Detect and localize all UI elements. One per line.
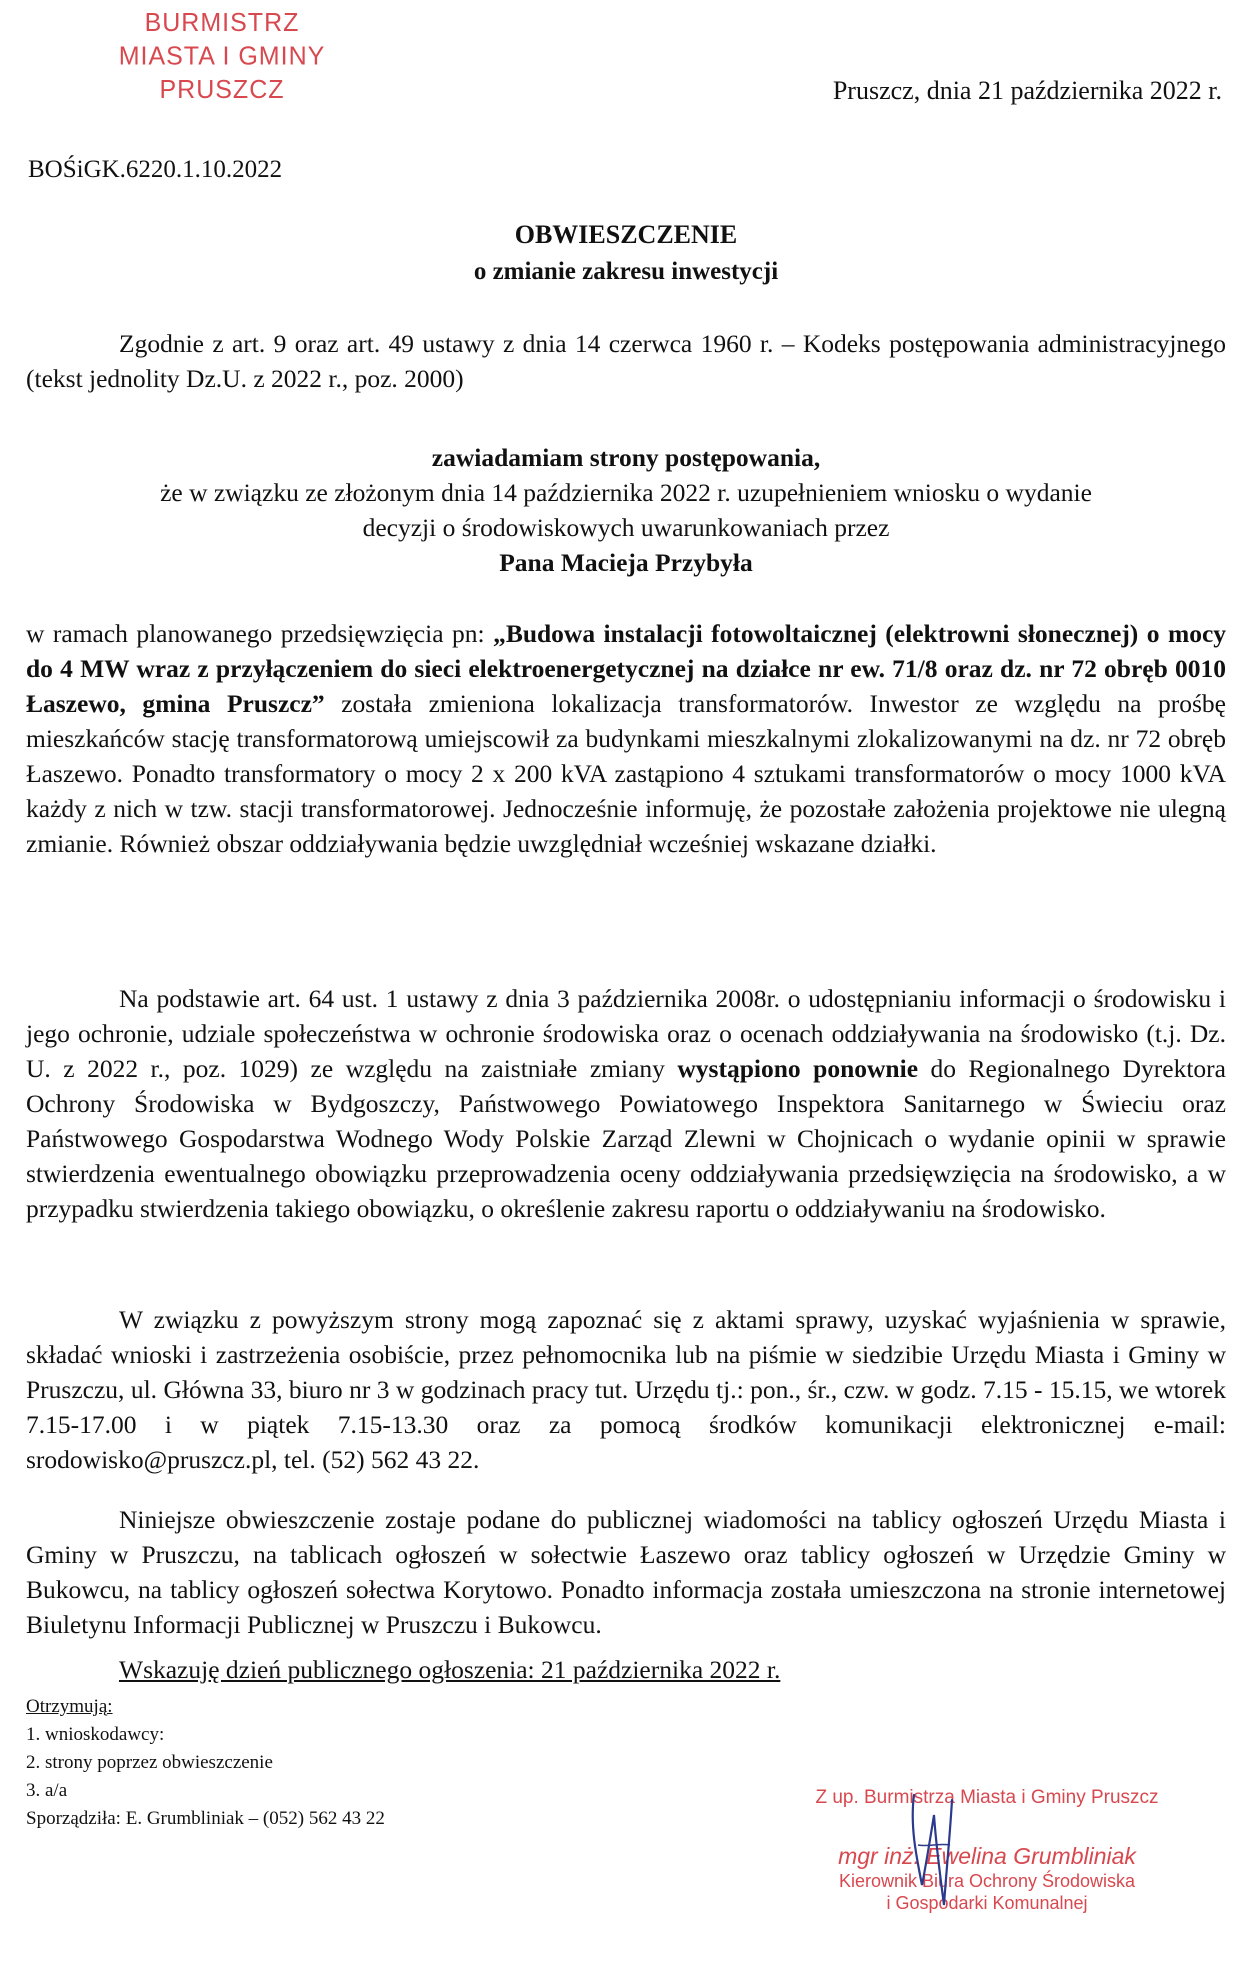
recipient-item: 2. strony poprzez obwieszczenie (26, 1752, 273, 1773)
stamp-line-1: BURMISTRZ (144, 7, 300, 38)
legal-pre: Na podstawie art. 64 ust. 1 ustawy z dnia 3 października 2008r. o udostępnianiu informacji o środowisku i jego ochronie, udziale społeczeństwa w ochronie środowiska oraz o ocenach oddziaływania na środowisko (t.j. Dz. U. z 2022 r., poz. 1029) ze względu na zaistniałe zmiany (26, 984, 1226, 1083)
place-date: Pruszcz, dnia 21 października 2022 r. (832, 76, 1222, 105)
recipients-block (26, 1693, 385, 1833)
prepared-by: Sporządziła: E. Grumbliniak – (052) 562 43 22 (26, 1808, 385, 1829)
publication-paragraph: Niniejsze obwieszczenie zostaje podane do publicznej wiadomości na tablicy ogłoszeń Urzędu Miasta i Gminy w Pruszczu, na tablicach ogłoszeń w sołectwie Łaszewo oraz tablicy ogłoszeń w Urzędzie Gminy w Bukowcu, na tablicy ogłoszeń sołectwa Korytowo. Ponadto informacja została umieszczona na stronie internetowej Biuletynu Informacji Publicznej w Pruszczu i Bukowcu. (26, 1505, 1226, 1639)
stamp-position: Kierownik Biura Ochrony Środowiska (838, 1871, 1136, 1891)
signature-stamp (752, 1784, 1222, 1914)
access-paragraph: W związku z powyższym strony mogą zapoznać się z aktami sprawy, uzyskać wyjaśnienia w sprawie, składać wnioski i zastrzeżenia osobiście, przez pełnomocnika lub na piśmie w siedzibie Urzędu Miasta i Gminy w Pruszczu, ul. Główna 33, biuro nr 3 w godzinach pracy tut. Urzędu tj.: pon., śr., czw. w godz. 7.15 - 15.15, we wtorek 7.15-17.00 i w piątek 7.15-13.30 oraz za pomocą środków komunikacji elektronicznej e-mail: srodowisko@pruszcz.pl, tel. (52) 562 43 22. (26, 1305, 1226, 1474)
legal-basis-paragraph (26, 981, 1226, 1226)
notify-line-3: decyzji o środowiskowych uwarunkowaniach przez (362, 513, 890, 542)
announcement-date: Wskazuję dzień publicznego ogłoszenia: 21 października 2022 r. (119, 1655, 781, 1684)
recipient-item: 1. wnioskodawcy: (26, 1724, 165, 1745)
investment-pre: w ramach planowanego przedsięwzięcia pn: (26, 619, 494, 648)
legal-bold: wystąpiono ponownie (677, 1054, 919, 1083)
recipients-heading: Otrzymują: (26, 1696, 113, 1717)
handwritten-signature (900, 1785, 960, 1915)
investment-name: „Budowa instalacji fotowoltaicznej (elektrowni słonecznej) o mocy do 4 MW wraz z przyłączeniem do sieci elektroenergetycznej na działce nr ew. 71/8 oraz dz. nr 72 obręb 0010 Łaszewo, gmina Pruszcz” (26, 619, 1227, 718)
stamp-signatory: mgr inż. Ewelina Grumbliniak (838, 1843, 1136, 1869)
legal-post: do Regionalnego Dyrektora Ochrony Środowiska w Bydgoszczy, Państwowego Powiatowego Inspektora Sanitarnego w Świeciu oraz Państwowego Gospodarstwa Wodnego Wody Polskie Zarząd Zlewni w Chojnicach o wydanie opinii w sprawie stwierdzenia ewentualnego obowiązku przeprowadzenia oceny oddziaływania przedsięwzięcia na środowisko, a w przypadku stwierdzenia takiego obowiązku, o określenie zakresu raportu o oddziaływaniu na środowisko. (26, 1054, 1226, 1223)
notify-block (0, 440, 1252, 580)
stamp-line-2: MIASTA I GMINY PRUSZCZ (118, 41, 326, 105)
investment-post: została zmieniona lokalizacja transformatorów. Inwestor ze względu na prośbę mieszkańców stację transformatorową umiejscowił za budynkami mieszkalnymi zlokalizowanymi na dz. nr 72 obręb Łaszewo. Ponadto transformatory o mocy 2 x 200 kVA zastąpiono 4 sztukami transformatorów o mocy 1000 kVA każdy z nich w tzw. stacji transformatorowej. Jednocześnie informuję, że pozostałe założenia projektowe nie ulegną zmianie. Również obszar oddziaływania będzie uwzględniał wcześniej wskazane działki. (26, 689, 1226, 858)
stamp-header (72, 6, 372, 107)
notify-line-2: że w związku ze złożonym dnia 14 października 2022 r. uzupełnieniem wniosku o wydanie (160, 478, 1092, 507)
document-subtitle: o zmianie zakresu inwestycji (473, 258, 779, 285)
notify-heading: zawiadamiam strony postępowania, (431, 443, 821, 472)
stamp-authority: Z up. Burmistrza Miasta i Gminy Pruszcz (815, 1787, 1159, 1808)
reference-number: BOŚiGK.6220.1.10.2022 (28, 156, 283, 183)
intro-paragraph: Zgodnie z art. 9 oraz art. 49 ustawy z dnia 14 czerwca 1960 r. – Kodeks postępowania administracyjnego (tekst jednolity Dz.U. z 2022 r., poz. 2000) (26, 329, 1226, 393)
recipient-item: 3. a/a (26, 1780, 68, 1801)
applicant-name: Pana Macieja Przybyła (499, 548, 753, 577)
investment-paragraph (26, 616, 1226, 861)
stamp-position-2: i Gospodarki Komunalnej (886, 1893, 1088, 1913)
document-title: OBWIESZCZENIE (514, 220, 738, 249)
